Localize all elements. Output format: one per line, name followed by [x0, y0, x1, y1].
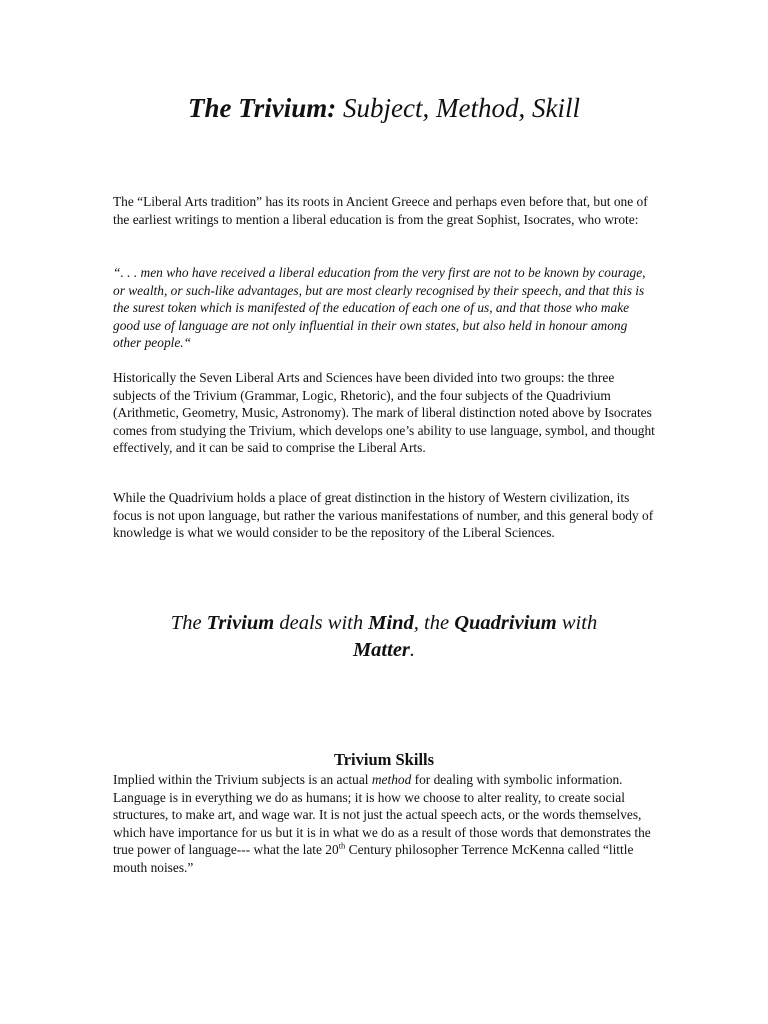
tagline-trivium: Trivium [206, 612, 275, 634]
tagline-quadrivium: Quadrivium [454, 612, 557, 634]
isocrates-quote: “. . . men who have received a liberal education from the very first are not to be known by courage, or wealth, or such-like advantages, but are most clearly recognised by their speech, and that this is the surest token which is manifested of the education of each one of us, and that those who make good use of language are not only influential in their own states, but also held in honour among other people.“ [113, 265, 646, 351]
tagline-text: . [409, 639, 416, 661]
title-main: The Trivium: [188, 93, 337, 123]
history-paragraph: Historically the Seven Liberal Arts and Sciences have been divided into two groups: the three subjects of the Trivium (Grammar, Logic, Rhetoric), and the four subjects of the Quadrivium (Arithmetic, Geometry, Music, Astronomy). The mark of liberal distinction noted above by Isocrates comes from studying the Trivium, which develops one’s ability to use language, symbol, and thought effectively, and it can be said to comprise the Liberal Arts. [113, 370, 655, 456]
mind-matter-tagline [120, 610, 648, 664]
skills-paragraph [113, 771, 658, 877]
tagline-text: The [170, 612, 207, 634]
quadrivium-paragraph: While the Quadrivium holds a place of great distinction in the history of Western civilization, its focus is not upon language, but rather the various manifestations of number, and this general body of knowledge is what we would consider to be the repository of the Liberal Sciences. [113, 490, 654, 541]
skills-text: for dealing with symbolic information. Language is in everything we do as humans; it is how we choose to alter reality, to create social structures, to make art, and wage war. It is not just the actual speech acts, or the words themselves, which have importance for us but it is in what we do as a result of those words that demonstrates the true power of language--- what the late 20 [113, 772, 651, 858]
tagline-mind: Mind [368, 612, 414, 634]
tagline-matter: Matter [352, 639, 410, 661]
section-heading-trivium-skills: Trivium Skills [333, 750, 435, 769]
skills-method-emphasis: method [371, 772, 412, 787]
tagline-text: deals with [274, 612, 369, 634]
page-title [0, 90, 768, 126]
tagline-text: with [556, 612, 598, 634]
intro-paragraph: The “Liberal Arts tradition” has its roots in Ancient Greece and perhaps even before that, but one of the earliest writings to mention a liberal education is from the great Sophist, Isocrates, who wrote: [113, 194, 648, 227]
skills-text: Implied within the Trivium subjects is an actual [113, 772, 372, 787]
title-subtitle: Subject, Method, Skill [343, 93, 580, 123]
skills-text: Century philosopher Terrence McKenna called “little mouth noises.” [113, 842, 634, 875]
ordinal-superscript: th [338, 840, 346, 851]
tagline-text: , the [413, 612, 455, 634]
